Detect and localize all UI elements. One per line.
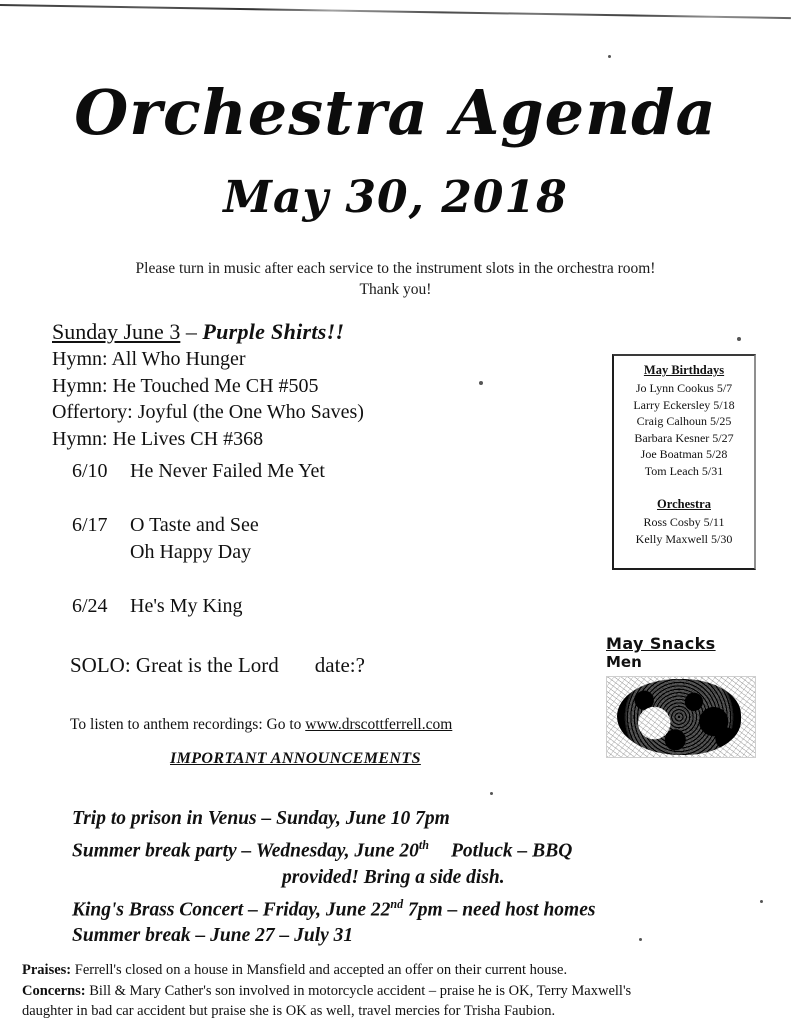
scan-edge-artifact (0, 4, 791, 19)
upcoming-music-list (72, 458, 542, 647)
announcement-line: provided! Bring a side dish. (282, 866, 505, 888)
announcement-line: Summer break – June 27 – July 31 (72, 925, 354, 946)
ordinal-suffix: nd (390, 896, 404, 911)
birthday-row: Larry Eckersley 5/18 (633, 397, 735, 412)
scan-speck (760, 900, 763, 903)
upcoming-date: 6/24 (72, 595, 108, 617)
birthday-row: Ross Cosby 5/11 (643, 515, 725, 529)
praises-text: Ferrell's closed on a house in Mansfield and accepted an offer on their current house. (71, 962, 568, 978)
recordings-url-link[interactable]: www.drscottferrell.com (305, 716, 453, 733)
service-line: Hymn: He Lives CH #368 (52, 427, 264, 450)
service-heading (52, 317, 532, 346)
service-heading-date: Sunday June 3 (52, 319, 181, 344)
upcoming-row (72, 593, 542, 620)
concerns-text: Bill & Mary Cather's son involved in motorcycle accident – praise he is OK, Terry Maxwell's (85, 982, 632, 999)
upcoming-date: 6/10 (72, 460, 108, 482)
upcoming-row (72, 458, 542, 485)
concerns-row (22, 981, 774, 1002)
birthday-row: Tom Leach 5/31 (644, 463, 724, 478)
upcoming-title: He's My King (130, 595, 243, 617)
announcement-line (72, 832, 732, 865)
announcement-text-tail: 7pm – need host homes (403, 899, 596, 920)
list-item (72, 512, 542, 566)
note-line-2: Thank you! (359, 281, 432, 298)
birthdays-heading: May Birthdays (643, 363, 725, 377)
birthday-row: Kelly Maxwell 5/30 (635, 531, 733, 546)
upcoming-row (72, 512, 542, 539)
snacks-section (606, 634, 761, 758)
concerns-label: Concerns: (22, 982, 86, 999)
upcoming-date: 6/17 (72, 514, 108, 536)
note-line-1: Please turn in music after each service to the instrument slots in the orchestra room! (135, 260, 656, 277)
praises-concerns-footer (22, 960, 774, 1022)
service-line: Hymn: All Who Hunger (52, 348, 246, 370)
upcoming-title: O Taste and See (130, 514, 259, 536)
snacks-photo (606, 676, 756, 758)
announcement-line (72, 891, 732, 924)
announcements-heading: IMPORTANT ANNOUNCEMENTS (170, 750, 421, 767)
announcement-text: King's Brass Concert – Friday, June 22 (72, 899, 391, 920)
announcement-line: Trip to prison in Venus – Sunday, June 10 7pm (72, 808, 450, 829)
page-title: Orchestra Agenda (74, 76, 717, 149)
return-music-note (0, 258, 791, 300)
solo-label: SOLO: Great is the Lord (70, 653, 279, 677)
service-line: Offertory: Joyful (the One Who Saves) (52, 401, 364, 423)
list-item (72, 458, 542, 485)
halftone-texture (607, 677, 755, 757)
snacks-heading: May Snacks (606, 634, 716, 653)
praises-label: Praises: (22, 962, 72, 978)
service-line: Hymn: He Touched Me CH #505 (52, 374, 319, 397)
snacks-group: Men (606, 653, 642, 671)
upcoming-row (72, 539, 542, 566)
birthday-row: Craig Calhoun 5/25 (636, 414, 732, 428)
upcoming-title: Oh Happy Day (130, 541, 252, 563)
announcements-section (72, 806, 732, 949)
concerns-row-continued: daughter in bad car accident but praise she is OK as well, travel mercies for Trisha Faubion. (22, 1003, 556, 1019)
birthday-row: Jo Lynn Cookus 5/7 (635, 381, 733, 395)
solo-entry (70, 651, 365, 679)
scan-speck (608, 55, 611, 58)
birthday-row: Barbara Kesner 5/27 (634, 430, 734, 445)
announcement-text-tail: Potluck – BBQ (450, 840, 573, 862)
service-section (52, 317, 532, 452)
upcoming-title: He Never Failed Me Yet (130, 460, 325, 482)
solo-date-note: date:? (314, 653, 365, 677)
scan-speck (737, 337, 741, 341)
list-item (72, 593, 542, 620)
recordings-prefix: To listen to anthem recordings: Go to (70, 716, 306, 733)
scan-speck (490, 792, 493, 795)
page-date: May 30, 2018 (223, 172, 568, 223)
ordinal-suffix: th (418, 838, 429, 852)
orchestra-subheading: Orchestra (657, 497, 711, 511)
announcement-text: Summer break party – Wednesday, June 20 (72, 840, 419, 862)
birthday-row: Joe Boatman 5/28 (640, 447, 728, 461)
birthdays-box (612, 354, 756, 570)
recordings-link-line (70, 714, 452, 735)
service-heading-dash: – (180, 319, 203, 344)
service-heading-shirts: Purple Shirts!! (202, 319, 345, 344)
praises-row (22, 960, 774, 981)
spacer (614, 479, 754, 496)
